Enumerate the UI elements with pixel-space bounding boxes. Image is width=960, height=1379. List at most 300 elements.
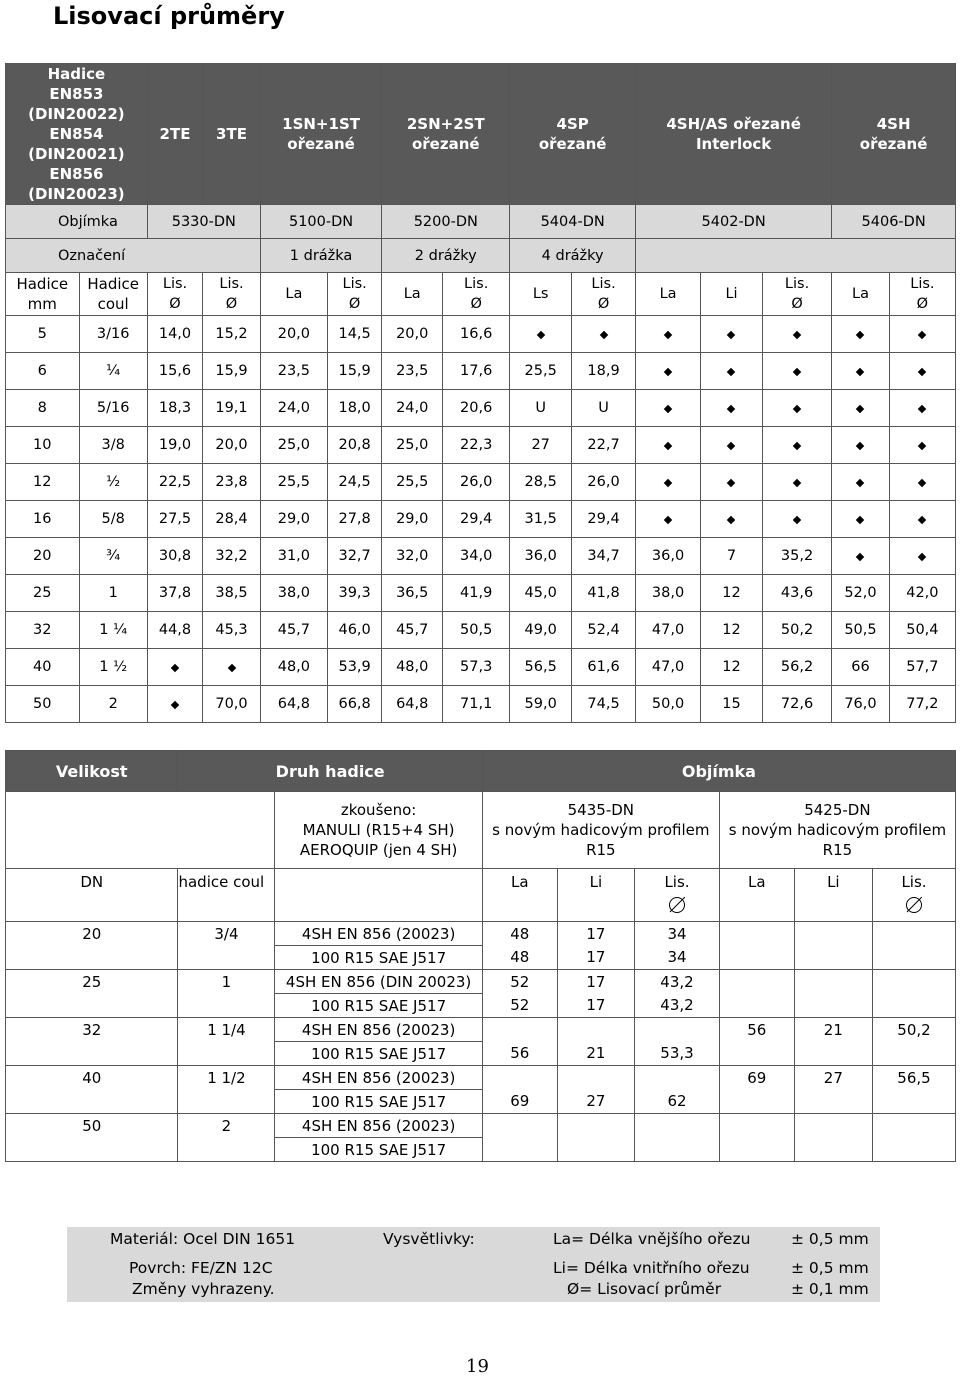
not-available-icon <box>664 368 672 376</box>
table-row <box>6 1090 956 1114</box>
table-cell: 18,0 <box>327 390 381 427</box>
not-available-icon <box>793 442 801 450</box>
table-cell: 20,8 <box>327 427 381 464</box>
table-cell <box>636 427 701 464</box>
crimp-diameter-table <box>5 63 956 723</box>
table-row <box>6 1042 956 1066</box>
table-cell: 22,5 <box>147 464 202 501</box>
not-available-icon <box>727 479 735 487</box>
table-cell: 14,5 <box>327 316 381 353</box>
table-cell: 47,0 <box>636 649 701 686</box>
table-cell <box>701 427 763 464</box>
table-cell <box>832 427 890 464</box>
table-row <box>6 649 956 686</box>
table-cell: 45,3 <box>203 612 261 649</box>
not-available-icon <box>856 368 864 376</box>
not-available-icon <box>918 479 926 487</box>
table-cell: 8 <box>6 390 80 427</box>
table-cell <box>719 970 794 994</box>
tolerance: ± 0,1 mm <box>791 1280 869 1298</box>
fitting-column-header: Li <box>557 869 634 922</box>
fitting-column-header: DN <box>6 869 178 922</box>
table-cell: 4SH EN 856 (20023) <box>275 922 482 946</box>
table-cell: 20,6 <box>443 390 510 427</box>
table-cell: 77,2 <box>889 686 955 723</box>
table-cell <box>832 353 890 390</box>
table-cell <box>719 1114 794 1138</box>
table-cell: 18,9 <box>572 353 636 390</box>
table-cell: U <box>510 390 572 427</box>
table-cell: 27 <box>510 427 572 464</box>
table-cell: 27,8 <box>327 501 381 538</box>
table-row <box>6 464 956 501</box>
table-cell: 49,0 <box>510 612 572 649</box>
not-available-icon <box>856 331 864 339</box>
table-cell <box>762 427 831 464</box>
table-cell <box>178 994 275 1018</box>
fitting-code: 5100-DN <box>260 205 382 239</box>
table-row <box>6 946 956 970</box>
table-row <box>6 1138 956 1162</box>
table-cell: 69 <box>719 1066 794 1090</box>
not-available-icon <box>793 331 801 339</box>
not-available-icon <box>856 479 864 487</box>
fitting-b-title: 5425-DN s novým hadicovým profilem R15 <box>719 792 955 869</box>
table-cell: 20 <box>6 922 178 946</box>
fitting-column-header: hadice coul <box>178 869 275 922</box>
table-cell <box>889 353 955 390</box>
table-cell: 62 <box>635 1090 720 1114</box>
table-row <box>6 1018 956 1042</box>
hose-type-header: 2TE <box>147 64 202 205</box>
not-available-icon <box>536 331 544 339</box>
not-available-icon <box>171 664 179 672</box>
table-cell <box>794 1114 872 1138</box>
table-cell: 38,5 <box>203 575 261 612</box>
size-header: Velikost <box>6 751 178 792</box>
table-cell: 26,0 <box>572 464 636 501</box>
marking-label: Označení <box>6 239 261 273</box>
not-available-icon <box>227 664 235 672</box>
table-cell: 34,0 <box>443 538 510 575</box>
table-row <box>6 501 956 538</box>
table-cell: 30,8 <box>147 538 202 575</box>
table-cell: 15,9 <box>327 353 381 390</box>
table-cell: 15 <box>701 686 763 723</box>
hose-type-header: 1SN+1ST ořezané <box>260 64 382 205</box>
table-cell <box>178 1138 275 1162</box>
not-available-icon <box>727 442 735 450</box>
table-cell: 20,0 <box>203 427 261 464</box>
tested-note: zkoušeno: MANULI (R15+4 SH) AEROQUIP (jen 4 SH) <box>275 792 482 869</box>
table-cell: 48,0 <box>260 649 327 686</box>
blank-cell <box>6 792 275 869</box>
table-cell <box>873 1090 956 1114</box>
table-cell <box>635 1018 720 1042</box>
table-cell: 72,6 <box>762 686 831 723</box>
table-cell: 4SH EN 856 (20023) <box>275 1066 482 1090</box>
table-cell: 1 1/4 <box>178 1018 275 1042</box>
table-cell <box>635 1114 720 1138</box>
surface-note: Povrch: FE/ZN 12C <box>129 1259 273 1277</box>
table-cell: 100 R15 SAE J517 <box>275 1042 482 1066</box>
hose-type-header: 2SN+2ST ořezané <box>382 64 510 205</box>
hose-type-header: 4SP ořezané <box>510 64 636 205</box>
table-cell: 64,8 <box>260 686 327 723</box>
table-cell: 32,2 <box>203 538 261 575</box>
table-cell: 16,6 <box>443 316 510 353</box>
table-cell: 52 <box>482 994 557 1018</box>
hose-kind-header: Druh hadice <box>178 751 482 792</box>
table-cell: 3/4 <box>178 922 275 946</box>
table-cell: 4SH EN 856 (DIN 20023) <box>275 970 482 994</box>
table-cell: 43,2 <box>635 994 720 1018</box>
table-row <box>6 970 956 994</box>
table-cell: 32 <box>6 612 80 649</box>
fitting-a-title: 5435-DN s novým hadicovým profilem R15 <box>482 792 719 869</box>
table-cell: 27 <box>794 1066 872 1090</box>
column-header: Hadice mm <box>6 273 80 316</box>
table-cell <box>889 464 955 501</box>
fitting-column-header: La <box>719 869 794 922</box>
not-available-icon <box>727 405 735 413</box>
table-cell: 50 <box>6 686 80 723</box>
legend-la: La= Délka vnějšího ořezu <box>553 1230 751 1248</box>
not-available-icon <box>918 331 926 339</box>
marking-empty <box>636 239 956 273</box>
table-cell: U <box>572 390 636 427</box>
table-cell: 29,0 <box>382 501 443 538</box>
table-cell <box>701 464 763 501</box>
not-available-icon <box>664 479 672 487</box>
table-cell <box>635 1066 720 1090</box>
table-cell: 71,1 <box>443 686 510 723</box>
table-cell: 52,4 <box>572 612 636 649</box>
table-cell: 57,7 <box>889 649 955 686</box>
table-row <box>6 686 956 723</box>
column-header: La <box>832 273 890 316</box>
legend-li: Li= Délka vnitřního ořezu <box>553 1259 750 1277</box>
fitting-column-header: Li <box>794 869 872 922</box>
marking-value: 1 drážka <box>260 239 382 273</box>
tolerance: ± 0,5 mm <box>791 1259 869 1277</box>
marking-value: 4 drážky <box>510 239 636 273</box>
column-header: Lis. Ø <box>327 273 381 316</box>
table-cell: 1 <box>178 970 275 994</box>
table-cell: 100 R15 SAE J517 <box>275 994 482 1018</box>
table-cell <box>762 353 831 390</box>
column-header: Lis. Ø <box>762 273 831 316</box>
table-cell: 20,0 <box>260 316 327 353</box>
table-cell: ½ <box>79 464 147 501</box>
not-available-icon <box>664 516 672 524</box>
table-cell: 26,0 <box>443 464 510 501</box>
table-cell <box>557 1114 634 1138</box>
table-cell: 15,9 <box>203 353 261 390</box>
table-cell: 5/16 <box>79 390 147 427</box>
table-cell: 17,6 <box>443 353 510 390</box>
table-cell: 3/16 <box>79 316 147 353</box>
table-cell <box>636 353 701 390</box>
table-cell: 66 <box>832 649 890 686</box>
table-cell: 45,0 <box>510 575 572 612</box>
column-header: Lis. Ø <box>889 273 955 316</box>
fitting-code: 5404-DN <box>510 205 636 239</box>
table-cell: 3/8 <box>79 427 147 464</box>
column-header: La <box>260 273 327 316</box>
not-available-icon <box>793 405 801 413</box>
table-cell <box>701 501 763 538</box>
not-available-icon <box>856 405 864 413</box>
column-header: La <box>382 273 443 316</box>
column-header: Lis. Ø <box>443 273 510 316</box>
table-cell <box>557 1018 634 1042</box>
table-cell: 56,5 <box>510 649 572 686</box>
column-header: Lis. Ø <box>572 273 636 316</box>
not-available-icon <box>918 442 926 450</box>
not-available-icon <box>727 516 735 524</box>
table-cell <box>6 1138 178 1162</box>
table-cell: 22,7 <box>572 427 636 464</box>
hose-type-header: 4SH ořezané <box>832 64 956 205</box>
table-cell: 24,0 <box>260 390 327 427</box>
not-available-icon <box>918 553 926 561</box>
table-cell <box>636 501 701 538</box>
not-available-icon <box>918 368 926 376</box>
table-cell: 23,8 <box>203 464 261 501</box>
table-cell: 48 <box>482 946 557 970</box>
diameter-icon <box>906 897 922 913</box>
table-cell: 39,3 <box>327 575 381 612</box>
table-cell: 50,2 <box>762 612 831 649</box>
table-cell: 29,4 <box>443 501 510 538</box>
table-row <box>6 353 956 390</box>
table-cell: 66,8 <box>327 686 381 723</box>
table-cell <box>719 1090 794 1114</box>
table-cell: ¼ <box>79 353 147 390</box>
table-cell: 50,5 <box>443 612 510 649</box>
table-cell: 17 <box>557 970 634 994</box>
table-cell <box>889 538 955 575</box>
table-cell: 52 <box>482 970 557 994</box>
table-cell: 56 <box>482 1042 557 1066</box>
fitting-code: 5402-DN <box>636 205 832 239</box>
table-cell: 31,0 <box>260 538 327 575</box>
column-header-row <box>6 273 956 316</box>
table-row <box>6 1066 956 1090</box>
fitting-column-header: La <box>482 869 557 922</box>
table-cell <box>794 970 872 994</box>
table-cell: 25 <box>6 575 80 612</box>
table-cell: 56,2 <box>762 649 831 686</box>
table-cell: 44,8 <box>147 612 202 649</box>
page-number: 19 <box>466 1356 489 1377</box>
table-cell <box>889 427 955 464</box>
table-cell <box>873 1138 956 1162</box>
table-cell: 53,9 <box>327 649 381 686</box>
table-cell: 17 <box>557 994 634 1018</box>
table-cell: 69 <box>482 1090 557 1114</box>
table-cell <box>636 464 701 501</box>
fitting-column-row <box>6 869 956 922</box>
table-cell <box>832 538 890 575</box>
table-cell <box>701 353 763 390</box>
table-cell: 52,0 <box>832 575 890 612</box>
table-cell <box>889 501 955 538</box>
table-cell: 57,3 <box>443 649 510 686</box>
fitting-header: Objímka <box>482 751 955 792</box>
table-cell: 45,7 <box>260 612 327 649</box>
not-available-icon <box>664 331 672 339</box>
table-cell: 25,0 <box>382 427 443 464</box>
table-cell <box>572 316 636 353</box>
table-cell: 18,3 <box>147 390 202 427</box>
not-available-icon <box>856 516 864 524</box>
column-header: Li <box>701 273 763 316</box>
table-cell: 32,7 <box>327 538 381 575</box>
table-cell: 34 <box>635 922 720 946</box>
table-cell: 27 <box>557 1090 634 1114</box>
material-note: Materiál: Ocel DIN 1651 <box>110 1230 296 1248</box>
table-cell: 34 <box>635 946 720 970</box>
table-cell: 24,5 <box>327 464 381 501</box>
table-cell <box>762 316 831 353</box>
table-cell: 29,0 <box>260 501 327 538</box>
table-row <box>6 538 956 575</box>
table-cell: 2 <box>178 1114 275 1138</box>
tolerance: ± 0,5 mm <box>791 1230 869 1248</box>
table-cell <box>873 922 956 946</box>
table-cell: 16 <box>6 501 80 538</box>
table-cell: 50,4 <box>889 612 955 649</box>
table-cell: 1 ½ <box>79 649 147 686</box>
hose-type-header: 3TE <box>203 64 261 205</box>
table-cell <box>794 1138 872 1162</box>
legend-box <box>67 1227 880 1302</box>
legend-label: Vysvětlivky: <box>383 1230 475 1248</box>
table-cell: 1 <box>79 575 147 612</box>
table-cell <box>203 649 261 686</box>
table-cell: 32,0 <box>382 538 443 575</box>
table-cell: 35,2 <box>762 538 831 575</box>
table-cell <box>832 390 890 427</box>
table-cell <box>6 1090 178 1114</box>
table-cell <box>701 316 763 353</box>
table-cell: 48,0 <box>382 649 443 686</box>
not-available-icon <box>171 701 179 709</box>
table-cell: 1 1/2 <box>178 1066 275 1090</box>
table-row <box>6 994 956 1018</box>
not-available-icon <box>856 442 864 450</box>
table-cell: 36,0 <box>636 538 701 575</box>
table-cell: 29,4 <box>572 501 636 538</box>
column-header: Lis. Ø <box>203 273 261 316</box>
not-available-icon <box>856 553 864 561</box>
table-cell: 25,5 <box>510 353 572 390</box>
table-cell: 20,0 <box>382 316 443 353</box>
not-available-icon <box>793 368 801 376</box>
table-cell: 32 <box>6 1018 178 1042</box>
table-row <box>6 612 956 649</box>
column-header: Lis. Ø <box>147 273 202 316</box>
table-cell <box>557 1138 634 1162</box>
table-cell: 31,5 <box>510 501 572 538</box>
table-cell: 45,7 <box>382 612 443 649</box>
table-cell: 34,7 <box>572 538 636 575</box>
table-cell: 24,0 <box>382 390 443 427</box>
not-available-icon <box>664 442 672 450</box>
diameter-icon <box>669 897 685 913</box>
table-cell: 17 <box>557 946 634 970</box>
table-cell: 22,3 <box>443 427 510 464</box>
table-cell <box>762 464 831 501</box>
table-cell: 100 R15 SAE J517 <box>275 1138 482 1162</box>
changes-note: Změny vyhrazeny. <box>132 1280 275 1298</box>
table-cell <box>719 1042 794 1066</box>
table-cell: 43,6 <box>762 575 831 612</box>
table-cell: 41,8 <box>572 575 636 612</box>
table-cell: 1 ¼ <box>79 612 147 649</box>
table-cell: 76,0 <box>832 686 890 723</box>
table-cell <box>794 922 872 946</box>
table-cell: 7 <box>701 538 763 575</box>
table-cell: 28,5 <box>510 464 572 501</box>
table-cell <box>832 464 890 501</box>
table-cell: 21 <box>794 1018 872 1042</box>
table-cell: 5/8 <box>79 501 147 538</box>
table-cell: 50 <box>6 1114 178 1138</box>
table-cell: 25 <box>6 970 178 994</box>
table-cell <box>794 1090 872 1114</box>
table-cell: 25,5 <box>382 464 443 501</box>
table-cell: ¾ <box>79 538 147 575</box>
table-cell <box>178 1090 275 1114</box>
column-header: Hadice coul <box>79 273 147 316</box>
table-cell <box>873 1114 956 1138</box>
table-row <box>6 575 956 612</box>
table-cell <box>636 390 701 427</box>
not-available-icon <box>664 405 672 413</box>
table-cell <box>147 686 202 723</box>
column-header: La <box>636 273 701 316</box>
fitting-column-header: Lis. <box>873 869 956 922</box>
table-cell <box>873 994 956 1018</box>
table-cell <box>6 994 178 1018</box>
table-cell: 10 <box>6 427 80 464</box>
table-cell <box>719 922 794 946</box>
fitting-column-header <box>275 869 482 922</box>
table-cell: 15,2 <box>203 316 261 353</box>
table-cell: 20 <box>6 538 80 575</box>
table-cell: 12 <box>701 649 763 686</box>
table-cell: 23,5 <box>260 353 327 390</box>
table-cell: 64,8 <box>382 686 443 723</box>
table-row <box>6 390 956 427</box>
table-cell: 100 R15 SAE J517 <box>275 1090 482 1114</box>
table-cell: 50,0 <box>636 686 701 723</box>
table-cell: 5 <box>6 316 80 353</box>
page-title: Lisovací průměry <box>53 2 285 30</box>
table-cell: 36,0 <box>510 538 572 575</box>
table-cell: 37,8 <box>147 575 202 612</box>
table-cell: 6 <box>6 353 80 390</box>
fitting-code: 5200-DN <box>382 205 510 239</box>
table-cell: 40 <box>6 649 80 686</box>
table-cell <box>6 1042 178 1066</box>
table-cell: 46,0 <box>327 612 381 649</box>
table-cell: 48 <box>482 922 557 946</box>
table-cell: 25,5 <box>260 464 327 501</box>
